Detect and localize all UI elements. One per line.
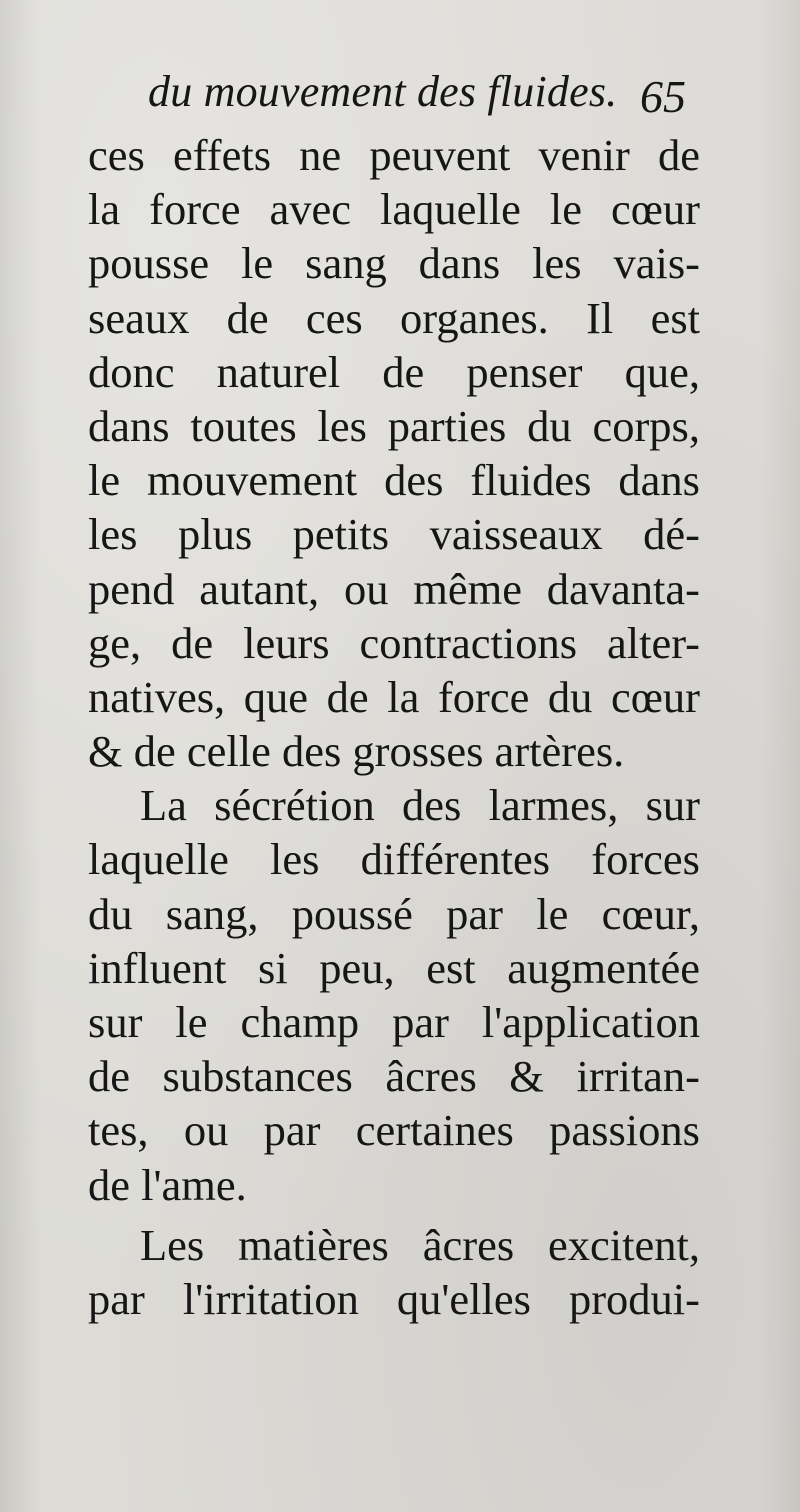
text-line: ge, de leurs contractions alter- [88, 617, 700, 668]
text-line: du sang, poussé par le cœur, [88, 888, 700, 939]
text-line: de l'ame. [88, 1159, 247, 1210]
paragraph [88, 778, 700, 1212]
text-line: sur le champ par l'application [88, 997, 700, 1047]
body-text [88, 128, 700, 1326]
text-line: par l'irritation qu'elles produi- [88, 1273, 700, 1324]
text-line: natives, que de la force du cœur [88, 671, 700, 722]
text-line: de substances âcres & irritan- [88, 1051, 700, 1102]
text-line: tes, ou par certaines passions [88, 1105, 700, 1156]
page-number: 65 [640, 71, 686, 122]
text-line: seaux de ces organes. Il est [88, 292, 700, 343]
text-line: pend autant, ou même davanta- [88, 563, 700, 614]
text-line: dans toutes les parties du corps, [88, 400, 700, 451]
text-line: La sécrétion des larmes, sur [140, 780, 700, 831]
text-line: la force avec laquelle le cœur [88, 184, 700, 235]
running-head: du mouvement des fluides. [148, 67, 618, 116]
text-line: influent si peu, est augmentée [88, 942, 700, 993]
text-line: & de celle des grosses artères. [88, 726, 625, 777]
text-line: laquelle les différentes forces [88, 834, 700, 885]
text-line: le mouvement des fluides dans [88, 455, 700, 506]
text-line: pousse le sang dans les vais- [88, 238, 700, 289]
text-line: les plus petits vaisseaux dé- [88, 509, 700, 560]
text-line: donc naturel de penser que, [88, 346, 700, 397]
text-line: ces effets ne peuvent venir de [88, 130, 700, 180]
paragraph [88, 128, 700, 778]
paragraph [88, 1218, 700, 1326]
text-line: Les matières âcres excitent, [140, 1219, 700, 1270]
